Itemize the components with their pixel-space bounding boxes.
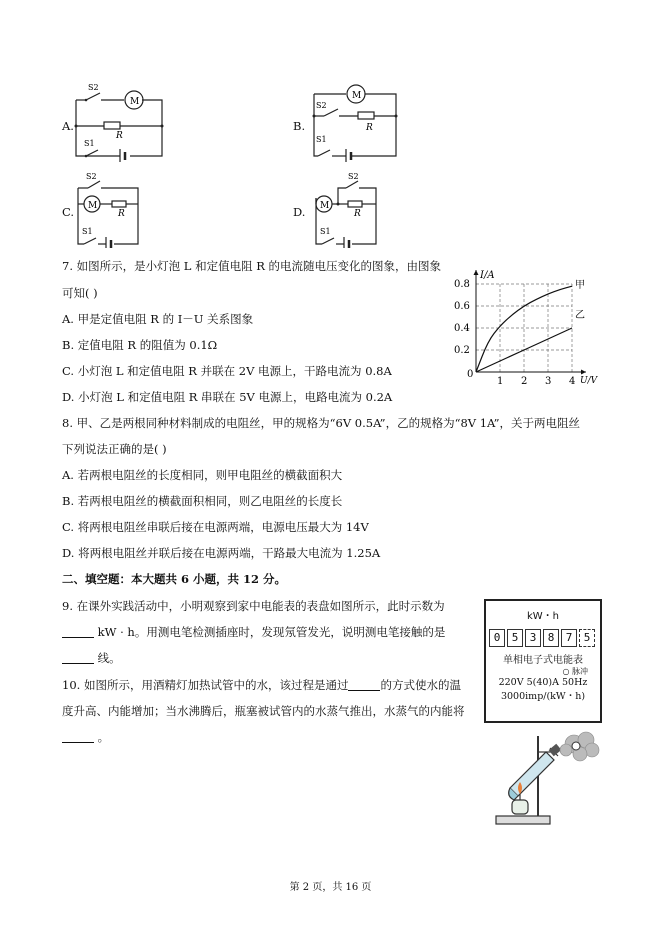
q9-line3-text: 线。 xyxy=(97,651,121,665)
motor-label: M xyxy=(88,201,98,211)
meter-digit: 5 xyxy=(579,629,595,647)
y-axis-arrow xyxy=(474,270,479,275)
meter-digit: 0 xyxy=(489,629,505,647)
x-tick-label: 2 xyxy=(521,376,528,387)
s2-label: S2 xyxy=(316,101,327,110)
answer-blank[interactable] xyxy=(62,625,94,638)
q7-option-a: A. 甲是定值电阻 R 的 I－U 关系图象 xyxy=(62,312,254,326)
motor-label: M xyxy=(320,201,330,211)
q8-option-d: D. 将两根电阻丝并联后接在电源两端，干路最大电流为 1.25A xyxy=(62,546,381,560)
motor-label: M xyxy=(130,97,140,107)
section-title: 二、填空题：本大题共 6 小题，共 12 分。 xyxy=(62,572,287,586)
circuit-a-diagram xyxy=(70,80,170,162)
x-tick-label: 3 xyxy=(545,376,552,387)
series-label: 甲 xyxy=(575,280,585,292)
page-footer: 第 2 页，共 16 页 xyxy=(289,882,372,893)
y-tick-label: 0.2 xyxy=(454,345,470,356)
y-axis-label: I/A xyxy=(480,270,495,281)
q9-line2-text: kW · h。用测电笔检测插座时，发现氖管发光，说明测电笔接触的是 xyxy=(97,625,446,639)
x-tick-label: 1 xyxy=(497,376,504,387)
x-axis-label: U/V xyxy=(580,376,598,386)
energy-meter xyxy=(484,599,602,723)
q8-option-a: A. 若两根电阻丝的长度相同，则甲电阻丝的横截面积大 xyxy=(62,468,343,482)
iu-chart xyxy=(448,262,598,392)
s1-label: S1 xyxy=(320,227,331,236)
q10-line3-text: 。 xyxy=(97,730,110,744)
circuit-d-diagram xyxy=(308,168,398,248)
series-label: 乙 xyxy=(575,310,585,321)
meter-pulse: ○ 脉冲 xyxy=(562,667,588,676)
s1-label: S1 xyxy=(316,135,327,144)
s2-label: S2 xyxy=(348,172,359,181)
q8-option-b: B. 若两根电阻丝的横截面积相同，则乙电阻丝的长度长 xyxy=(62,494,343,508)
meter-digit: 3 xyxy=(525,629,541,647)
q8-stem-line2: 下列说法正确的是( ) xyxy=(62,442,167,456)
test-tube-apparatus xyxy=(492,730,604,830)
q10-line1 xyxy=(62,677,461,693)
meter-digit: 8 xyxy=(543,629,559,647)
resistor-label: R xyxy=(354,209,361,219)
y-tick-label: 0.8 xyxy=(454,279,470,290)
q10-line1-tail: 的方式使水的温 xyxy=(380,678,461,692)
circuit-c-diagram xyxy=(70,168,160,248)
option-b-label: B. xyxy=(293,119,306,133)
q8-option-c: C. 将两根电阻丝串联后接在电源两端，电源电压最大为 14V xyxy=(62,520,369,534)
answer-blank[interactable] xyxy=(348,678,380,691)
s2-label: S2 xyxy=(86,172,97,181)
x-axis-arrow xyxy=(581,370,586,375)
q9-line1: 9. 在课外实践活动中，小明观察到家中电能表的表盘如图所示，此时示数为 xyxy=(62,599,445,613)
resistor-label: R xyxy=(366,123,373,133)
q10-line1-text: 10. 如图所示，用酒精灯加热试管中的水，该过程是通过 xyxy=(62,678,349,692)
s1-label: S1 xyxy=(84,139,95,148)
answer-blank[interactable] xyxy=(62,730,94,743)
s2-label: S2 xyxy=(88,83,99,92)
q9-line2 xyxy=(62,624,445,640)
meter-unit: kW・h xyxy=(526,611,560,622)
q9-line3 xyxy=(62,650,121,666)
q7-stem-line2: 可知( ) xyxy=(62,286,98,300)
q7-option-d: D. 小灯泡 L 和定值电阻 R 串联在 5V 电源上，电路电流为 0.2A xyxy=(62,390,393,404)
q7-option-b: B. 定值电阻 R 的阻值为 0.1Ω xyxy=(62,338,218,352)
motor-label: M xyxy=(352,91,362,101)
meter-digit: 7 xyxy=(561,629,577,647)
meter-name: 单相电子式电能表 xyxy=(503,655,583,666)
option-d-label: D. xyxy=(293,205,306,219)
resistor-label: R xyxy=(116,131,123,141)
q10-line2: 度升高、内能增加；当水沸腾后，瓶塞被试管内的水蒸气推出，水蒸气的内能将 xyxy=(62,704,465,718)
origin-label: 0 xyxy=(467,369,474,380)
meter-digits xyxy=(486,626,600,647)
q10-line3 xyxy=(62,729,109,745)
option-a-label: A. xyxy=(62,119,74,133)
circuit-b-diagram xyxy=(302,80,402,162)
s1-label: S1 xyxy=(82,227,93,236)
q8-stem-line1: 8. 甲、乙是两根同种材料制成的电阻丝，甲的规格为“6V 0.5A”，乙的规格为“8V 1A”，关于两电阻丝 xyxy=(62,416,581,430)
option-c-label: C. xyxy=(62,205,75,219)
y-tick-label: 0.4 xyxy=(454,323,470,334)
y-tick-label: 0.6 xyxy=(454,301,470,312)
meter-spec1: 220V 5(40)A 50Hz xyxy=(498,677,588,688)
meter-spec2: 3000imp/(kW・h) xyxy=(500,691,586,702)
answer-blank[interactable] xyxy=(62,651,94,664)
q7-option-c: C. 小灯泡 L 和定值电阻 R 并联在 2V 电源上，干路电流为 0.8A xyxy=(62,364,392,378)
q7-stem-line1: 7. 如图所示，是小灯泡 L 和定值电阻 R 的电流随电压变化的图象，由图象 xyxy=(62,259,442,273)
x-tick-label: 4 xyxy=(569,376,576,387)
resistor-label: R xyxy=(118,209,125,219)
meter-digit: 5 xyxy=(507,629,523,647)
